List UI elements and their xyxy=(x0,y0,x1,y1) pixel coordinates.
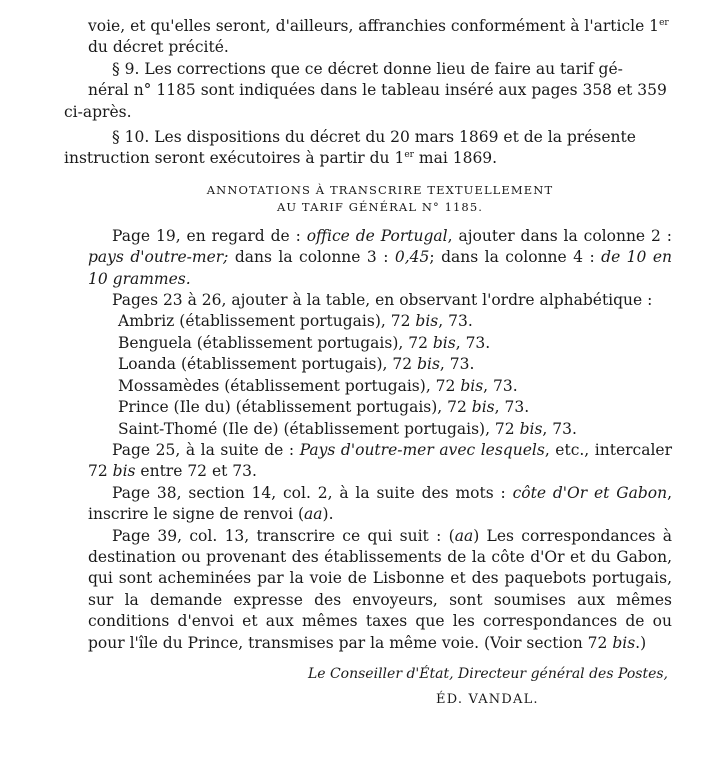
p39-b: aa xyxy=(454,526,474,545)
list-item xyxy=(88,376,672,397)
section-10-line-2b: mai 1869. xyxy=(413,149,498,168)
p38-e: aa xyxy=(304,505,323,524)
entry-bis: bis xyxy=(471,398,495,417)
p19-i: 10 grammes. xyxy=(88,269,191,288)
list-item xyxy=(88,311,672,332)
continued-paragraph xyxy=(88,16,672,59)
section-10-line-2a: instruction seront exécutoires à partir du 1 xyxy=(64,149,405,168)
entry-bis: bis xyxy=(519,419,543,438)
signature-name: ÉD. VANDAL. xyxy=(436,692,539,708)
text-column xyxy=(64,16,673,711)
top-line-2: du décret précité. xyxy=(88,38,229,57)
p19-h: de 10 en xyxy=(601,248,673,267)
p39-a: Page 39, col. 13, transcrire ce qui suit : ( xyxy=(112,526,455,545)
entry-end: , 73. xyxy=(455,333,491,352)
top-line-1: voie, et qu'elles seront, d'ailleurs, affranchies conformément à l'article 1 xyxy=(88,17,660,35)
signature-title: Le Conseiller d'État, Directeur général des Postes, xyxy=(307,665,668,682)
entry-text: Saint-Thomé (Ile de) (établissement portugais), 72 xyxy=(118,419,520,438)
p39-d: bis xyxy=(612,633,636,652)
entry-text: Benguela (établissement portugais), 72 xyxy=(118,333,433,352)
page-19-paragraph xyxy=(88,226,672,290)
list-item xyxy=(88,397,672,418)
p25-f: entre 72 et 73. xyxy=(135,462,257,481)
p19-e: dans la colonne 3 : xyxy=(228,248,395,267)
p39-c: ) Les correspondances à destination ou provenant des établissements de la côte d'Or et du Gabon, qui sont acheminées par la voie de Lisbonne et des paquebots portugais, sur la demande expresse des envoyeurs, sont soumises aux mêmes conditions d'envoi et aux mêmes taxes que les correspondances de ou pour l'île du Prince, transmises par la même voie. (Voir section 72 xyxy=(88,526,673,652)
p19-b: office de Portugal xyxy=(306,226,448,245)
section-9-line-2: néral n° 1185 sont indiquées dans le tableau inséré aux pages 358 et 359 xyxy=(88,81,667,100)
page-38-paragraph xyxy=(88,483,672,526)
entry-list xyxy=(88,311,672,439)
p25-c: , etc., intercaler xyxy=(544,440,673,459)
p25-d: 72 xyxy=(88,462,113,481)
top-line-1-sup: er xyxy=(659,17,669,28)
section-10-line-1: § 10. Les dispositions du décret du 20 mars 1869 et de la présente xyxy=(112,128,636,147)
p25-a: Page 25, à la suite de : xyxy=(112,440,300,459)
p38-d: inscrire le signe de renvoi ( xyxy=(88,505,305,524)
p19-g: ; dans la colonne 4 : xyxy=(429,248,602,267)
p38-b: côte d'Or et Gabon xyxy=(512,483,668,502)
entry-text: Loanda (établissement portugais), 72 xyxy=(118,355,418,374)
entry-text: Prince (Ile du) (établissement portugais), 72 xyxy=(118,398,472,417)
section-10 xyxy=(64,127,672,170)
p39-e: .) xyxy=(635,633,647,652)
list-item xyxy=(88,419,672,440)
section-9-line-3: ci-après. xyxy=(64,102,132,121)
section-9 xyxy=(64,59,672,123)
p38-f: ). xyxy=(322,505,334,524)
list-item xyxy=(88,333,672,354)
p19-c: , ajouter dans la colonne 2 : xyxy=(447,226,673,245)
p19-d: pays d'outre-mer; xyxy=(88,248,229,267)
page-25-paragraph xyxy=(88,440,672,483)
p25-b: Pays d'outre-mer avec lesquels xyxy=(299,440,545,459)
list-item xyxy=(88,354,672,375)
page-23-paragraph: Pages 23 à 26, ajouter à la table, en observant l'ordre alphabétique : xyxy=(112,291,653,310)
section-10-line-2 xyxy=(64,149,497,167)
p19-f: 0,45 xyxy=(394,248,430,267)
heading-line-2: AU TARIF GÉNÉRAL N° 1185. xyxy=(276,199,484,214)
entry-end: , 73. xyxy=(494,398,530,417)
entry-text: Ambriz (établissement portugais), 72 xyxy=(118,312,416,331)
entry-bis: bis xyxy=(415,312,439,331)
entry-bis: bis xyxy=(417,355,440,374)
entry-bis: bis xyxy=(460,376,484,395)
page-39-paragraph xyxy=(88,526,672,654)
heading-line-1: ANNOTATIONS À TRANSCRIRE TEXTUELLEMENT xyxy=(206,182,554,197)
section-9-line-1: § 9. Les corrections que ce décret donne lieu de faire au tarif gé- xyxy=(112,59,623,78)
entry-bis: bis xyxy=(432,333,456,352)
p19-a: Page 19, en regard de : xyxy=(112,226,307,245)
entry-text: Mossamèdes (établissement portugais), 72 xyxy=(118,376,461,395)
entry-end: , 73. xyxy=(542,419,577,438)
p38-a: Page 38, section 14, col. 2, à la suite des mots : xyxy=(112,483,513,502)
entry-end: , 73. xyxy=(439,355,475,374)
section-10-sup: er xyxy=(404,150,414,161)
p38-c: , xyxy=(667,483,672,502)
entry-end: , 73. xyxy=(438,312,473,331)
p25-e: bis xyxy=(112,462,136,481)
entry-end: , 73. xyxy=(483,376,518,395)
